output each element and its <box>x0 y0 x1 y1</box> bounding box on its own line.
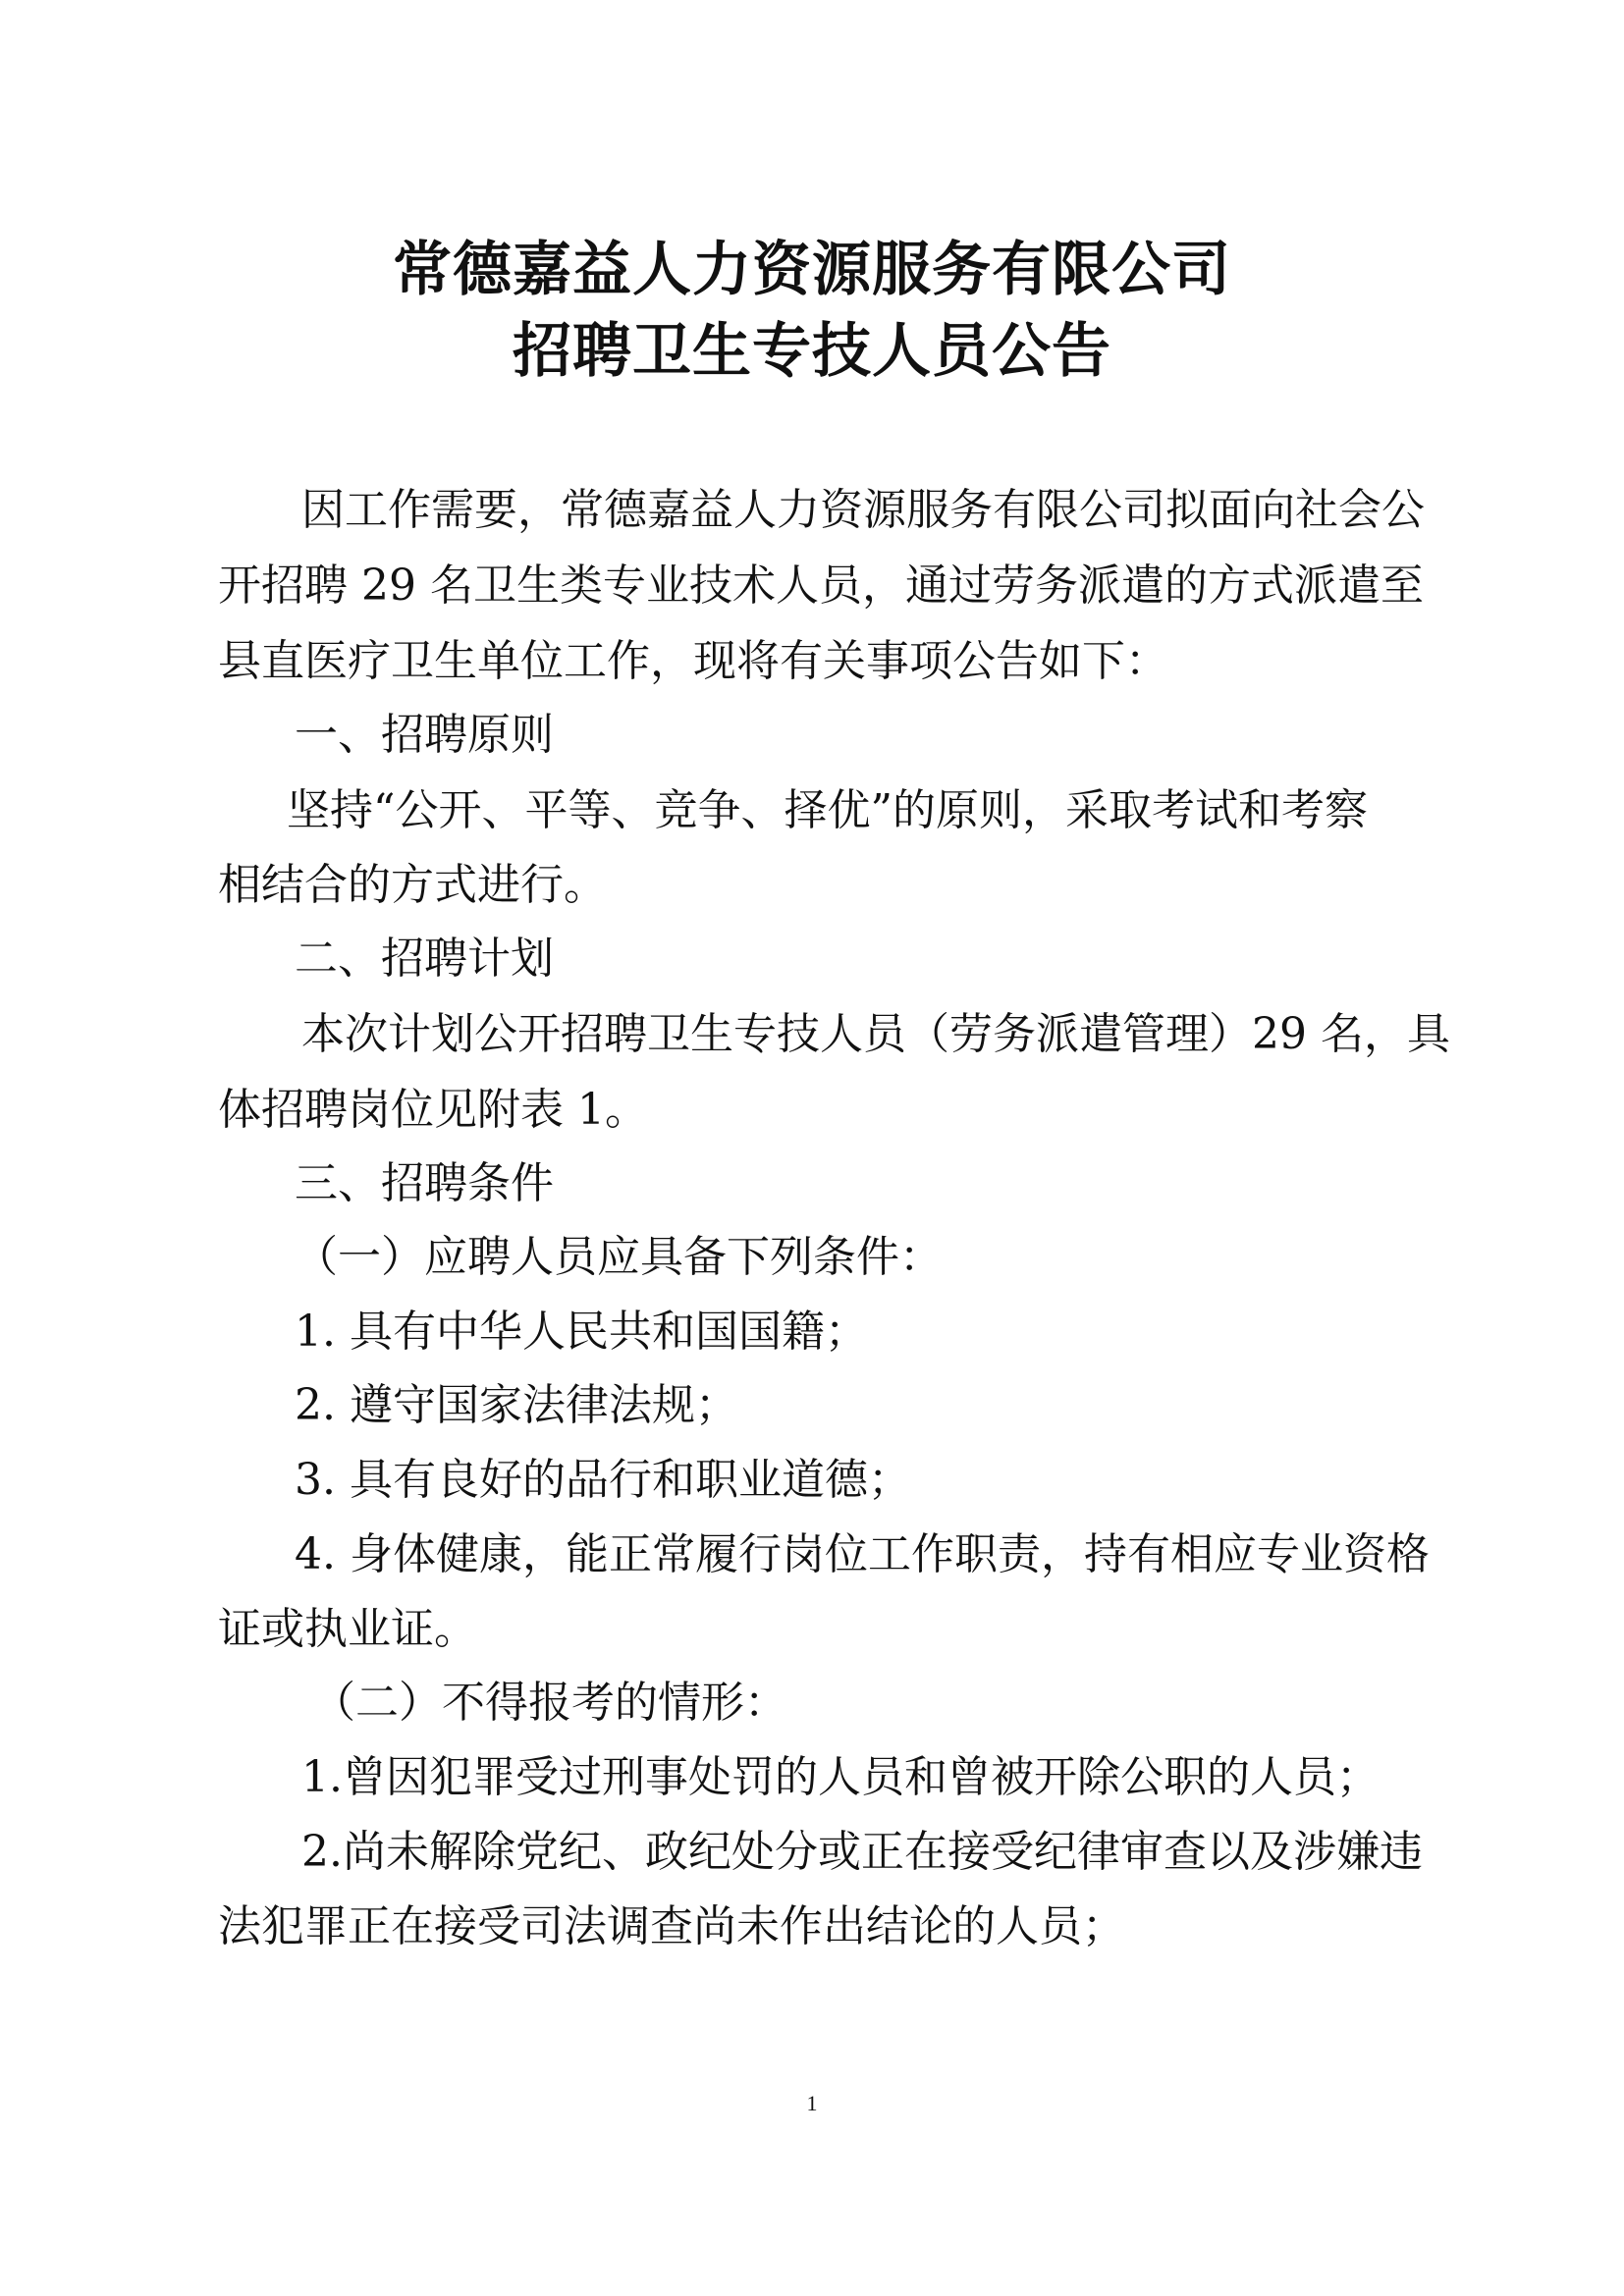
document-title-line-2: 招聘卫生专技人员公告 <box>513 317 1111 386</box>
condition-item-4-line-2: 证或执业证。 <box>218 1604 477 1654</box>
section-heading-principles: 一、招聘原则 <box>295 710 554 760</box>
plan-line-1: 本次计划公开招聘卫生专技人员（劳务派遣管理）29 名，具 <box>301 1009 1450 1059</box>
condition-item-1: 1. 具有中华人民共和国国籍； <box>295 1307 868 1357</box>
document-title-line-1: 常德嘉益人力资源服务有限公司 <box>393 236 1231 304</box>
exclusion-item-2-line-2: 法犯罪正在接受司法调查尚未作出结论的人员； <box>218 1901 1125 1951</box>
exclusion-item-1: 1.曾因犯罪受过刑事处罚的人员和曾被开除公职的人员； <box>301 1752 1380 1802</box>
page-number: 1 <box>806 2091 818 2115</box>
plan-line-2: 体招聘岗位见附表 1。 <box>218 1085 648 1135</box>
condition-item-3: 3. 具有良好的品行和职业道德； <box>295 1455 911 1505</box>
principles-line-2: 相结合的方式进行。 <box>218 860 607 910</box>
section-heading-conditions: 三、招聘条件 <box>295 1158 554 1208</box>
intro-line-2: 开招聘 29 名卫生类专业技术人员，通过劳务派遣的方式派遣至 <box>218 561 1424 611</box>
condition-item-2: 2. 遵守国家法律法规； <box>295 1380 738 1430</box>
conditions-subheading-2: （二）不得报考的情形： <box>312 1678 787 1728</box>
conditions-subheading-1: （一）应聘人员应具备下列条件： <box>295 1232 943 1282</box>
condition-item-4-line-1: 4. 身体健康，能正常履行岗位工作职责，持有相应专业资格 <box>295 1529 1430 1579</box>
principles-line-1: 坚持“公开、平等、竞争、择优”的原则，采取考试和考察 <box>287 785 1368 835</box>
exclusion-item-2-line-1: 2.尚未解除党纪、政纪处分或正在接受纪律审查以及涉嫌违 <box>301 1827 1423 1877</box>
intro-line-3: 县直医疗卫生单位工作，现将有关事项公告如下： <box>218 636 1168 686</box>
section-heading-plan: 二、招聘计划 <box>295 934 554 984</box>
intro-line-1: 因工作需要，常德嘉益人力资源服务有限公司拟面向社会公 <box>301 485 1425 535</box>
